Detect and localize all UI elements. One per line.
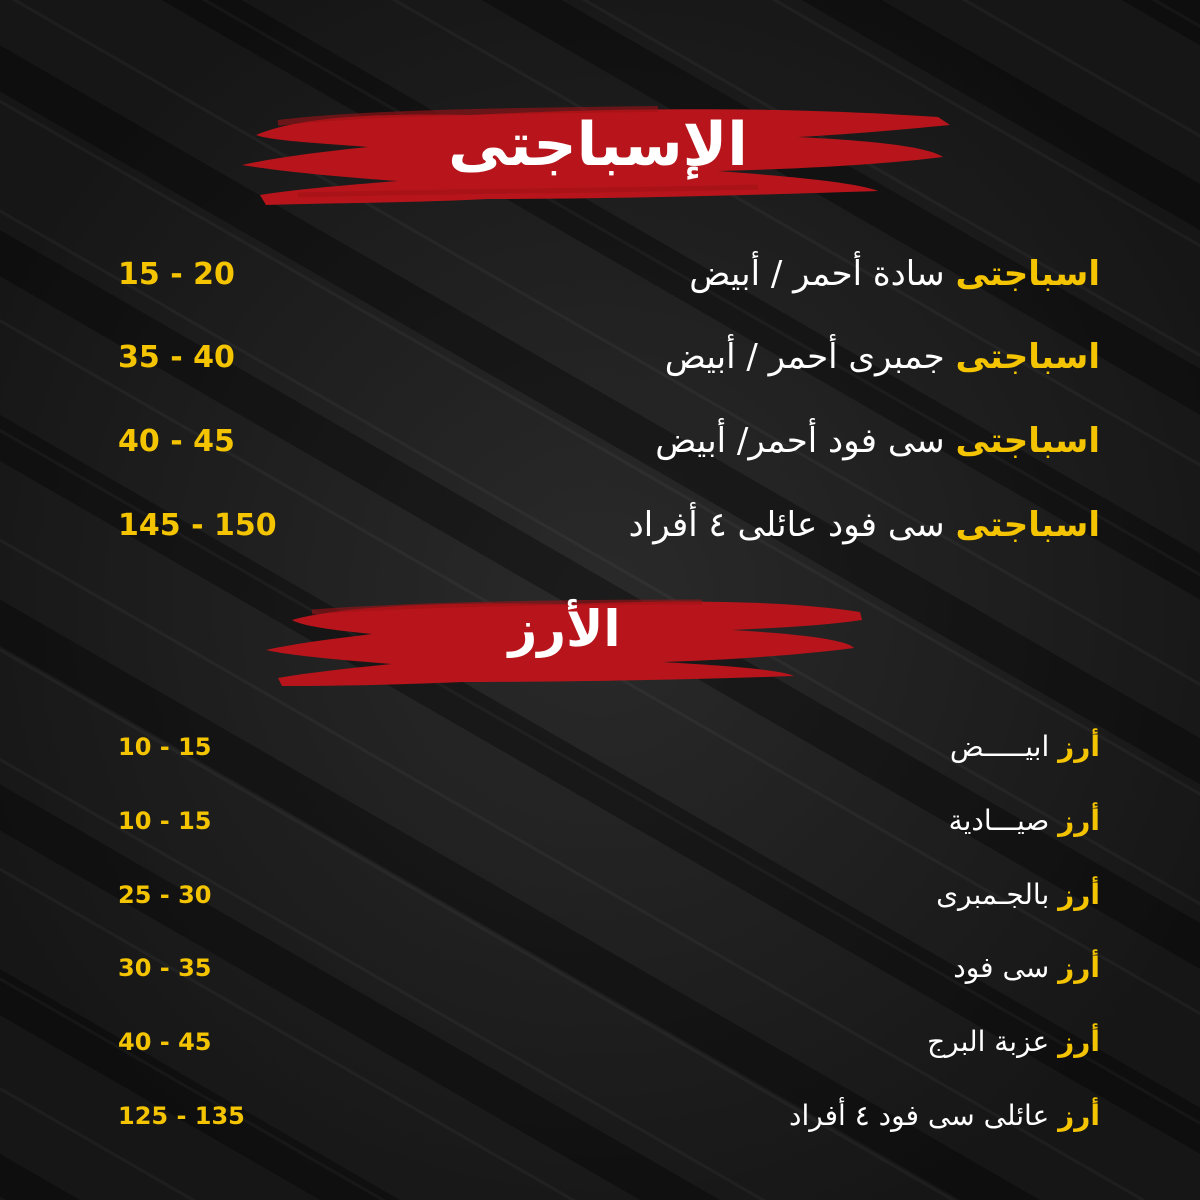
item-price: 145 - 150 — [118, 507, 277, 543]
item-keyword: اسباجتى — [955, 505, 1100, 545]
item-name — [953, 951, 1100, 984]
item-price: 30 - 35 — [118, 953, 212, 982]
item-description: صيـــادية — [948, 804, 1050, 837]
menu-item — [118, 730, 1100, 763]
item-name — [936, 878, 1100, 911]
item-description: بالجـمبرى — [936, 878, 1050, 911]
item-price: 15 - 20 — [118, 256, 235, 292]
item-price: 40 - 45 — [118, 423, 235, 459]
item-price: 25 - 30 — [118, 880, 212, 909]
menu-item — [118, 804, 1100, 837]
item-name — [950, 730, 1100, 763]
section-title: الأرز — [508, 600, 621, 658]
menu-item — [118, 1025, 1100, 1058]
item-name — [629, 505, 1100, 545]
item-description: جمبرى أحمر / أبيض — [664, 337, 945, 377]
menu-item — [118, 421, 1100, 461]
item-name — [665, 337, 1100, 377]
item-keyword: أرز — [1058, 878, 1100, 911]
menu-item — [118, 505, 1100, 545]
item-description: عائلى سى فود ٤ أفراد — [788, 1099, 1050, 1132]
item-keyword: أرز — [1058, 804, 1100, 837]
item-keyword: اسباجتى — [955, 421, 1100, 461]
menu-item — [118, 254, 1100, 294]
item-description: سادة أحمر / أبيض — [689, 254, 945, 294]
item-name — [927, 1025, 1100, 1058]
item-price: 10 - 15 — [118, 732, 212, 761]
menu-item — [118, 878, 1100, 911]
item-price: 35 - 40 — [118, 339, 235, 375]
section-banner-spaghetti — [238, 95, 958, 210]
item-description: سى فود — [953, 951, 1050, 984]
menu-item — [118, 951, 1100, 984]
item-description: ابيـــــض — [949, 730, 1050, 763]
menu-item — [118, 337, 1100, 377]
menu-item — [118, 1099, 1100, 1132]
item-keyword: أرز — [1058, 951, 1100, 984]
item-description: سى فود عائلى ٤ أفراد — [628, 505, 945, 545]
item-price: 40 - 45 — [118, 1027, 212, 1056]
item-description: عزبة البرج — [927, 1025, 1050, 1058]
item-keyword: أرز — [1058, 1025, 1100, 1058]
item-keyword: أرز — [1058, 730, 1100, 763]
section-banner-rice — [262, 590, 867, 690]
item-price: 10 - 15 — [118, 806, 212, 835]
item-description: سى فود أحمر/ أبيض — [655, 421, 945, 461]
item-keyword: أرز — [1058, 1099, 1100, 1132]
item-name — [655, 421, 1100, 461]
item-keyword: اسباجتى — [955, 254, 1100, 294]
item-price: 125 - 135 — [118, 1101, 245, 1130]
item-keyword: اسباجتى — [955, 337, 1100, 377]
item-name — [789, 1099, 1100, 1132]
item-name — [689, 254, 1100, 294]
section-title: الإسباجتى — [448, 110, 748, 180]
item-name — [949, 804, 1100, 837]
